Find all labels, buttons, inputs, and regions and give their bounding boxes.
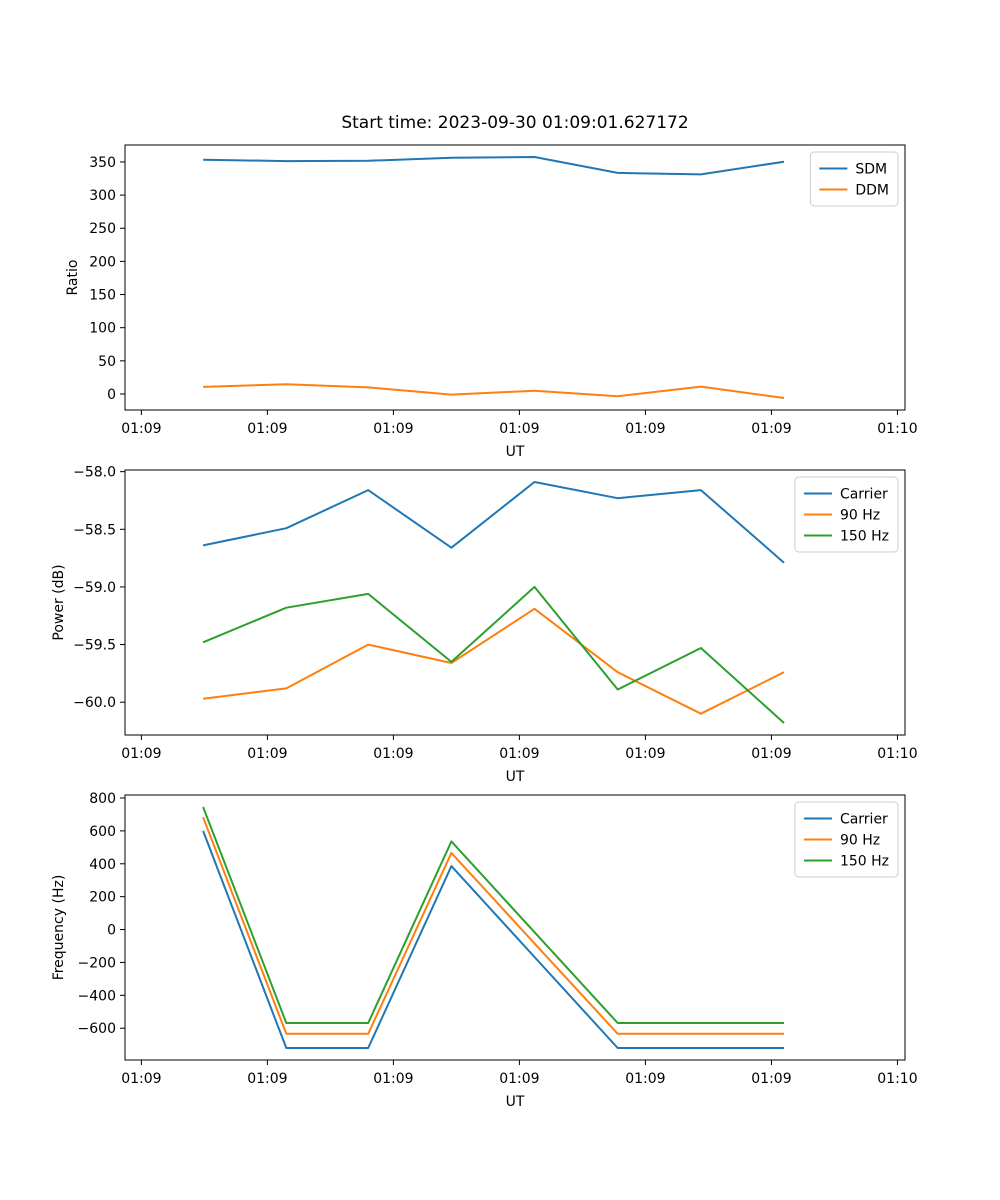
y-tick-label: −200 [77, 955, 116, 972]
y-tick-label: 150 [89, 287, 116, 304]
legend-label: 150 Hz [839, 528, 889, 545]
y-tick-label: 100 [89, 320, 116, 337]
x-tick-label: 01:09 [625, 1071, 666, 1087]
x-tick-label: 01:09 [499, 1071, 540, 1087]
y-axis-label: Power (dB) [51, 564, 67, 641]
legend-label: 90 Hz [839, 832, 881, 849]
y-tick-label: 350 [89, 154, 116, 171]
axes-box [125, 470, 905, 735]
x-axis-label: UT [505, 769, 525, 785]
x-tick-label: 01:09 [625, 421, 666, 437]
y-tick-label: 0 [107, 922, 116, 939]
y-tick-label: −400 [77, 988, 116, 1005]
y-tick-label: −59.5 [73, 637, 116, 654]
legend-label: SDM [855, 161, 888, 178]
x-tick-label: 01:10 [877, 421, 918, 437]
x-axis-label: UT [505, 444, 525, 460]
chart-title: Start time: 2023-09-30 01:09:01.627172 [341, 113, 689, 133]
x-tick-label: 01:09 [373, 1071, 414, 1087]
x-tick-label: 01:10 [877, 746, 918, 762]
y-tick-label: 400 [89, 856, 116, 873]
y-tick-label: 50 [98, 353, 116, 370]
x-tick-label: 01:09 [247, 421, 288, 437]
y-tick-label: −59.0 [73, 579, 116, 596]
y-tick-label: 0 [107, 386, 116, 403]
x-tick-label: 01:09 [121, 1071, 162, 1087]
axes-box [125, 795, 905, 1060]
legend-label: 150 Hz [839, 853, 889, 870]
legend-label: Carrier [839, 486, 888, 503]
x-tick-label: 01:09 [751, 1071, 792, 1087]
panel-3 [51, 791, 918, 1110]
y-tick-label: −58.0 [73, 464, 116, 481]
x-tick-label: 01:09 [499, 746, 540, 762]
x-tick-label: 01:09 [247, 746, 288, 762]
y-tick-label: 200 [89, 254, 116, 271]
panel-2 [51, 465, 918, 785]
legend [795, 477, 898, 552]
y-tick-label: 200 [89, 889, 116, 906]
legend [795, 802, 898, 877]
y-tick-label: 600 [89, 823, 116, 840]
x-tick-label: 01:09 [121, 746, 162, 762]
x-tick-label: 01:09 [373, 746, 414, 762]
x-tick-label: 01:09 [751, 421, 792, 437]
y-tick-label: 800 [89, 791, 116, 808]
x-axis-label: UT [505, 1094, 525, 1110]
y-tick-label: −60.0 [73, 695, 116, 712]
x-tick-label: 01:09 [121, 421, 162, 437]
legend-label: Carrier [839, 811, 888, 828]
y-tick-label: −600 [77, 1021, 116, 1038]
legend-label: 90 Hz [839, 507, 881, 524]
y-tick-label: 250 [89, 221, 116, 238]
x-tick-label: 01:09 [499, 421, 540, 437]
y-tick-label: 300 [89, 188, 116, 205]
x-tick-label: 01:09 [247, 1071, 288, 1087]
y-axis-label: Ratio [65, 259, 81, 296]
x-tick-label: 01:09 [373, 421, 414, 437]
axes-box [125, 145, 905, 410]
x-tick-label: 01:09 [751, 746, 792, 762]
legend-label: DDM [855, 182, 889, 199]
y-axis-label: Frequency (Hz) [51, 874, 67, 981]
x-tick-label: 01:09 [625, 746, 666, 762]
legend [810, 152, 898, 206]
y-tick-label: −58.5 [73, 522, 116, 539]
panel-1 [65, 145, 918, 460]
x-tick-label: 01:10 [877, 1071, 918, 1087]
